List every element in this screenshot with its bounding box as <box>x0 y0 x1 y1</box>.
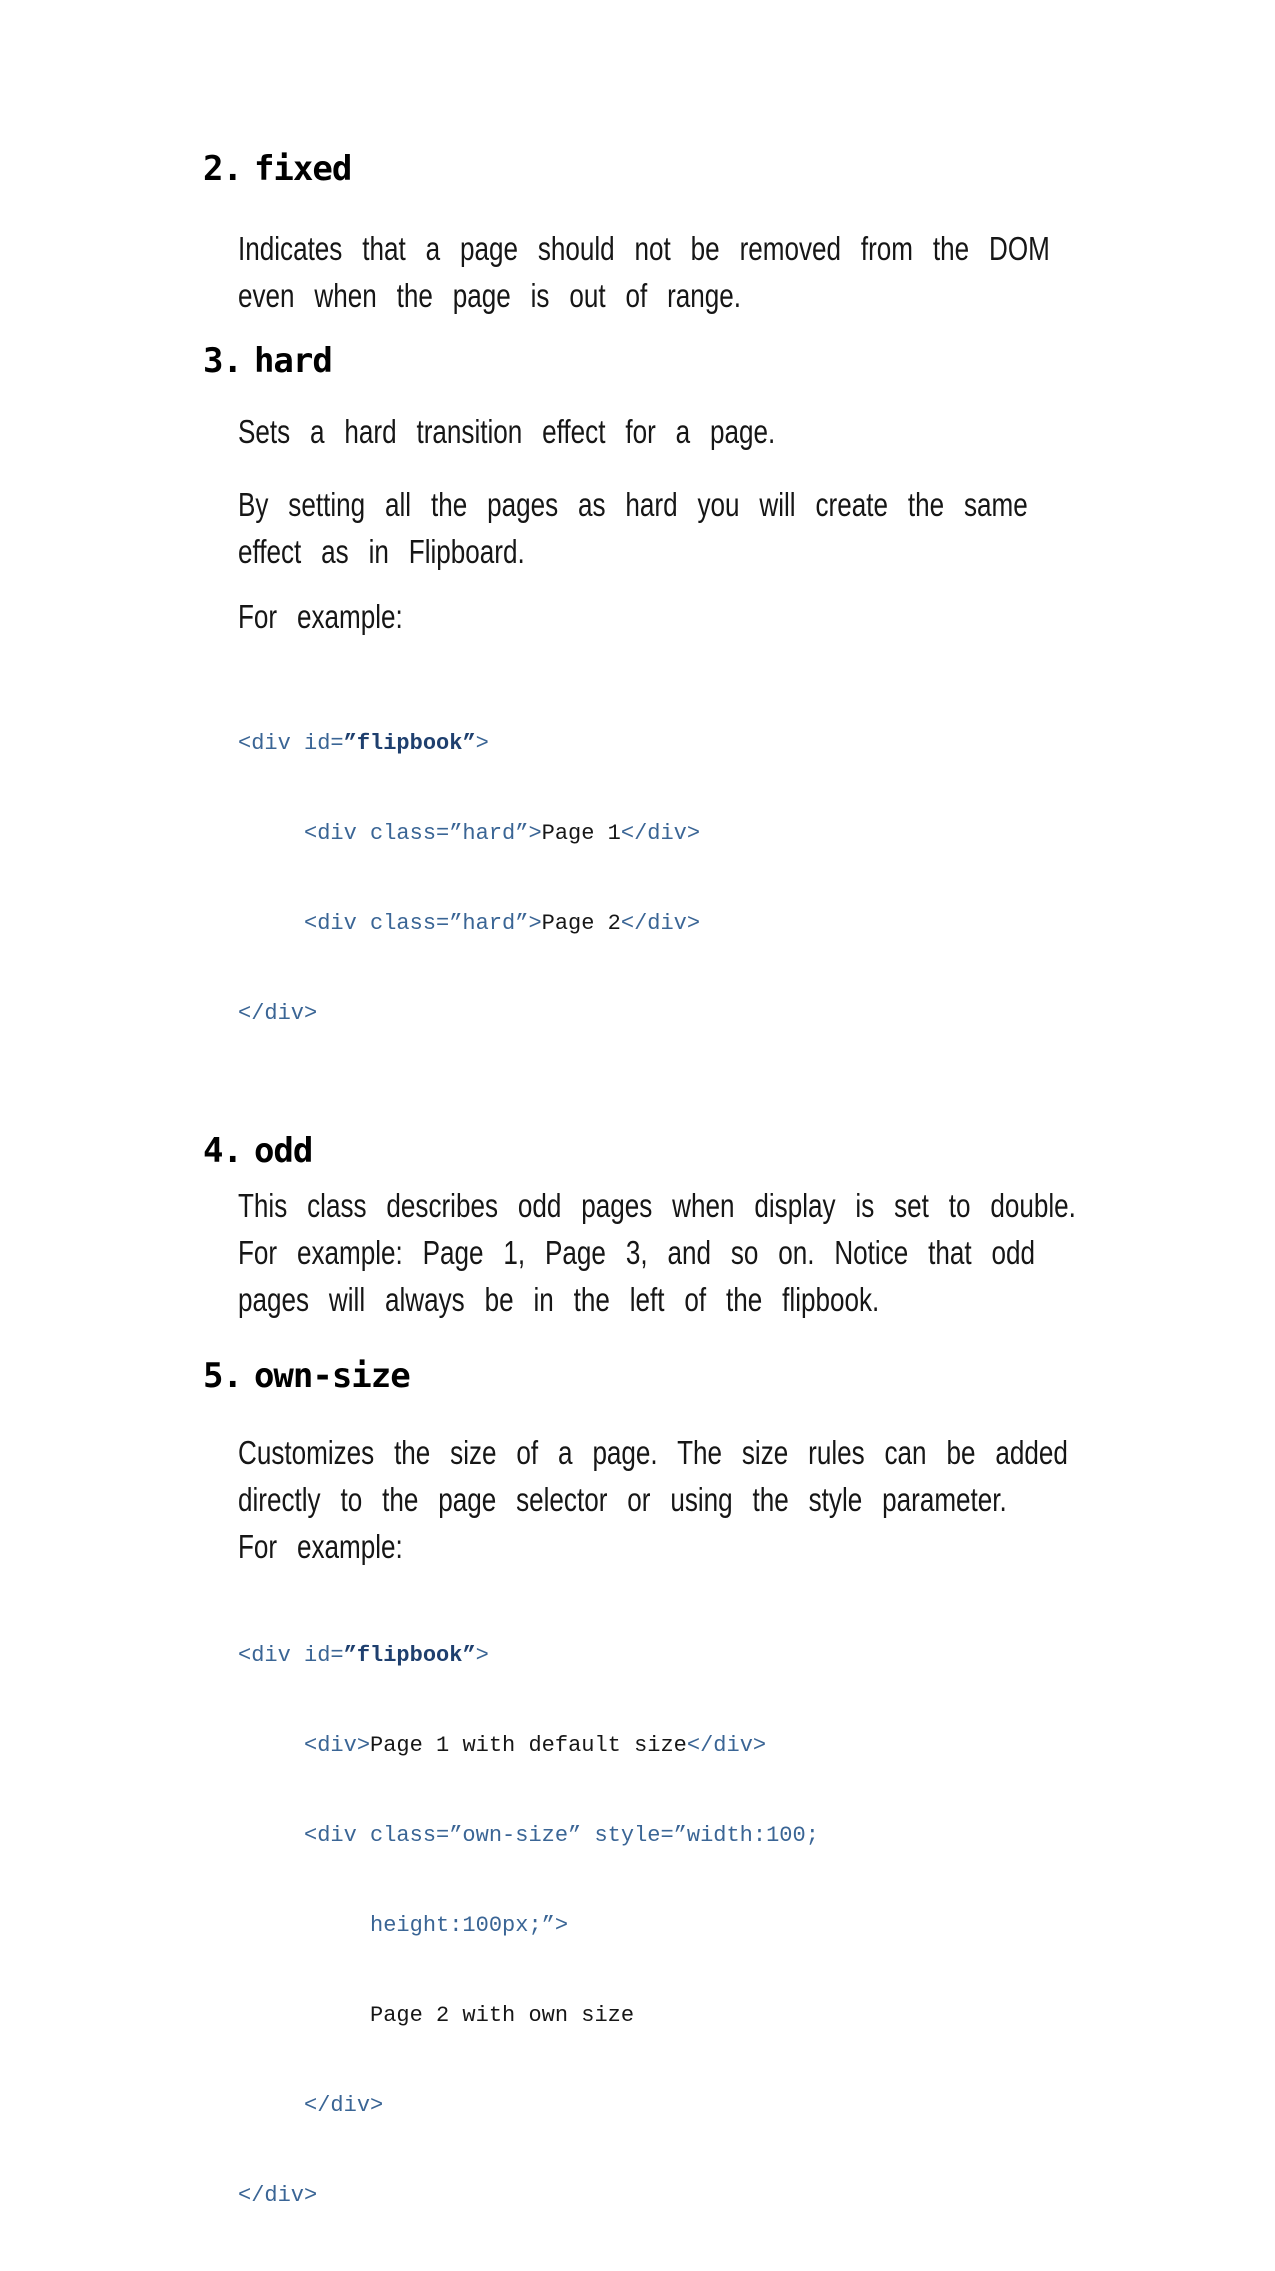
paragraph-line: This class describes odd pages when display is set to double. <box>238 1187 1076 1224</box>
code-segment: Page 2 <box>541 911 621 936</box>
code-line <box>238 2091 1143 2121</box>
paragraph-line: Indicates that a page should not be removed from the DOM <box>238 230 1050 267</box>
code-line <box>238 909 1143 939</box>
paragraph-line: pages will always be in the left of the flipbook. <box>238 1281 880 1318</box>
paragraph-line: Customizes the size of a page. The size rules can be added <box>238 1434 1068 1471</box>
code-segment: Page 1 <box>541 821 621 846</box>
heading-name: own-size <box>253 1356 410 1396</box>
code-line <box>238 819 1143 849</box>
code-segment: Page 1 with default size <box>370 1733 687 1758</box>
section-heading-own-size <box>203 1357 1143 1395</box>
heading-name: fixed <box>253 149 352 189</box>
heading-name: hard <box>253 341 332 381</box>
code-segment: </div> <box>238 2183 318 2208</box>
code-line <box>238 1911 1143 1941</box>
code-line <box>238 2001 1143 2031</box>
section-heading-hard <box>203 342 1143 380</box>
code-segment: ”flipbook” <box>343 1643 476 1668</box>
paragraph <box>238 408 1181 455</box>
paragraph-line: even when the page is out of range. <box>238 277 742 314</box>
paragraph-line: directly to the page selector or using the style parameter. <box>238 1481 1007 1518</box>
code-line <box>238 1731 1143 1761</box>
code-segment: height:100px;”> <box>238 1913 569 1938</box>
paragraph-line: effect as in Flipboard. <box>238 533 525 570</box>
code-segment: </div> <box>686 1733 767 1758</box>
code-segment: </div> <box>238 2093 384 2118</box>
code-block <box>238 1581 1143 2271</box>
code-segment: <div class=”hard”> <box>238 911 542 936</box>
heading-name: odd <box>253 1131 313 1171</box>
paragraph-line: For example: <box>238 598 403 635</box>
code-segment: > <box>475 731 489 756</box>
paragraph-line: For example: Page 1, Page 3, and so on. Notice that odd <box>238 1234 1036 1271</box>
code-segment: > <box>475 1643 489 1668</box>
code-segment: </div> <box>238 1001 318 1026</box>
heading-number: 4. <box>203 1131 242 1171</box>
heading-number: 2. <box>203 149 242 189</box>
code-line <box>238 1641 1143 1671</box>
section-heading-odd <box>203 1132 1143 1170</box>
code-segment: <div id= <box>238 1643 344 1668</box>
code-segment: </div> <box>620 821 701 846</box>
code-line <box>238 2181 1143 2211</box>
code-segment: </div> <box>620 911 701 936</box>
paragraph-line: For example: <box>238 1528 403 1565</box>
paragraph-line: By setting all the pages as hard you will create the same <box>238 486 1028 523</box>
paragraph <box>238 481 1181 575</box>
code-segment: <div> <box>238 1733 371 1758</box>
code-line <box>238 729 1143 759</box>
paragraph <box>238 593 1181 640</box>
document-content <box>203 150 1143 2271</box>
heading-number: 3. <box>203 341 242 381</box>
paragraph-line: Sets a hard transition effect for a page. <box>238 413 776 450</box>
paragraph <box>238 1182 1181 1323</box>
code-line <box>238 1821 1143 1851</box>
code-segment: <div class=”own-size” style=”width:100; <box>238 1823 819 1848</box>
code-segment: <div class=”hard”> <box>238 821 542 846</box>
paragraph <box>238 225 1181 319</box>
heading-number: 5. <box>203 1356 242 1396</box>
code-block <box>238 669 1143 1089</box>
code-segment: <div id= <box>238 731 344 756</box>
code-segment: Page 2 with own size <box>238 2003 635 2028</box>
paragraph <box>238 1429 1181 1570</box>
code-segment: ”flipbook” <box>343 731 476 756</box>
section-heading-fixed <box>203 150 1143 188</box>
code-line <box>238 999 1143 1029</box>
